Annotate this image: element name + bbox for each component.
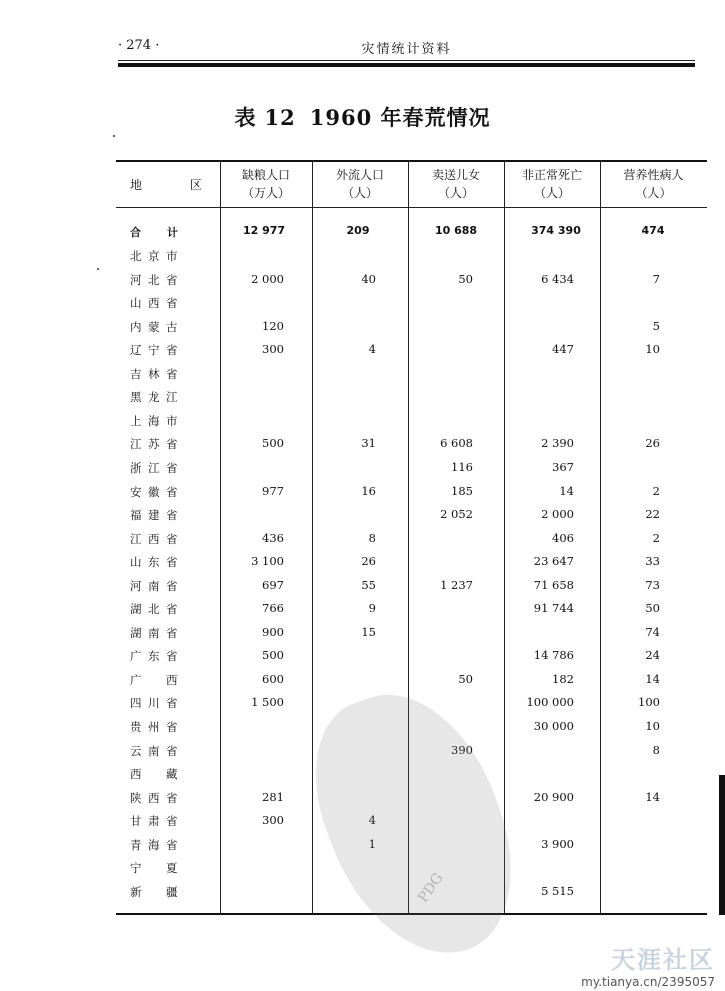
region-char: 藏 <box>166 767 178 782</box>
cell-malnutrition: 474 <box>641 224 665 237</box>
region-cell <box>130 790 178 806</box>
region-cell <box>130 837 178 853</box>
region-char: 山 <box>130 555 142 570</box>
table-row-total <box>116 224 707 246</box>
header-line1: 营养性病人 <box>623 168 684 182</box>
region-char: 夏 <box>166 861 178 876</box>
region-char: 市 <box>166 413 178 428</box>
cell-abnormal-deaths: 14 786 <box>533 648 574 663</box>
region-cell <box>130 460 178 476</box>
region-cell <box>130 860 178 876</box>
region-cell <box>130 766 178 782</box>
table-row <box>116 484 707 506</box>
region-char: 省 <box>166 508 178 523</box>
cell-food-shortage: 2 000 <box>251 271 284 286</box>
cell-malnutrition: 5 <box>652 318 660 333</box>
region-char: 陕 <box>130 790 142 805</box>
region-cell <box>130 672 178 688</box>
region-char <box>148 672 160 688</box>
cell-food-shortage: 500 <box>262 648 284 663</box>
region-cell <box>130 507 178 523</box>
region-char: 西 <box>166 672 178 687</box>
header-rule-thick <box>118 63 695 67</box>
region-char: 湖 <box>130 602 142 617</box>
cell-outflow: 15 <box>361 624 376 639</box>
region-char: 省 <box>166 555 178 570</box>
header-line1: 非正常死亡 <box>521 168 582 182</box>
table-row <box>116 648 707 670</box>
table-number: 12 <box>264 105 296 130</box>
cell-abnormal-deaths: 30 000 <box>533 719 574 733</box>
header-rule-thin <box>118 60 695 61</box>
watermark-text: PDG <box>415 870 447 906</box>
cell-children-sold: 185 <box>451 483 473 498</box>
region-char: 省 <box>166 296 178 311</box>
region-char: 京 <box>148 249 160 263</box>
table-caption: 1960 年春荒情况 <box>309 105 491 130</box>
region-char <box>148 884 160 900</box>
region-char: 西 <box>130 767 142 782</box>
header-food-shortage <box>220 166 312 206</box>
table-row <box>116 366 707 388</box>
region-char: 省 <box>166 814 178 829</box>
region-char: 州 <box>148 720 160 734</box>
table-row <box>116 272 707 294</box>
cell-malnutrition: 74 <box>645 624 660 639</box>
region-cell <box>130 389 178 405</box>
cell-children-sold: 10 688 <box>434 224 478 237</box>
region-char: 江 <box>166 390 178 405</box>
site-url: my.tianya.cn/2395057 <box>581 975 715 989</box>
scan-speck <box>97 268 99 270</box>
cell-abnormal-deaths: 2 390 <box>541 436 574 451</box>
cell-malnutrition: 33 <box>645 554 660 569</box>
cell-food-shortage: 281 <box>262 789 284 804</box>
table-row <box>116 578 707 600</box>
cell-malnutrition: 2 <box>652 530 660 545</box>
header-unit: （万人） <box>241 186 290 200</box>
region-char: 青 <box>130 837 142 852</box>
region-cell <box>130 578 178 594</box>
region-char: 福 <box>130 508 142 523</box>
region-char: 省 <box>166 602 178 617</box>
region-char: 黑 <box>130 390 142 405</box>
region-char: 湖 <box>130 625 142 640</box>
header-children-sold <box>408 166 504 206</box>
region-cell <box>130 695 178 711</box>
region-char: 吉 <box>130 366 142 381</box>
region-char: 山 <box>130 296 142 311</box>
region-char: 安 <box>130 484 142 499</box>
table-title <box>0 102 725 132</box>
region-char: 省 <box>166 578 178 593</box>
cell-abnormal-deaths: 3 900 <box>541 836 574 851</box>
region-cell <box>130 272 178 288</box>
region-char: 西 <box>148 790 160 805</box>
region-char: 北 <box>148 602 160 617</box>
table-top-rule <box>116 160 707 162</box>
table-row <box>116 460 707 482</box>
region-cell <box>130 295 178 311</box>
cell-children-sold: 6 608 <box>440 436 473 451</box>
region-char: 江 <box>130 437 142 452</box>
header-malnutrition <box>600 166 707 206</box>
cell-abnormal-deaths: 182 <box>552 671 574 686</box>
region-char: 省 <box>166 625 178 640</box>
region-cell <box>130 484 178 500</box>
region-cell <box>130 366 178 382</box>
table-row <box>116 389 707 411</box>
header-line1: 外流人口 <box>335 168 384 182</box>
region-char: 甘 <box>130 814 142 829</box>
header-abnormal-deaths <box>504 166 600 206</box>
cell-children-sold: 390 <box>451 742 473 757</box>
region-char: 省 <box>166 460 178 475</box>
cell-outflow: 16 <box>361 483 376 498</box>
cell-outflow: 4 <box>368 813 376 828</box>
cell-food-shortage: 120 <box>262 318 284 333</box>
region-char: 河 <box>130 272 142 287</box>
table-row <box>116 507 707 529</box>
region-cell <box>130 436 178 452</box>
cell-abnormal-deaths: 367 <box>552 459 574 474</box>
header-line1: 缺粮人口 <box>241 168 290 182</box>
cell-outflow: 4 <box>368 342 376 357</box>
scan-speck <box>113 135 115 137</box>
cell-abnormal-deaths: 71 658 <box>533 577 574 592</box>
cell-food-shortage: 900 <box>262 624 284 639</box>
table-row <box>116 625 707 647</box>
region-char <box>148 766 160 782</box>
cell-abnormal-deaths: 5 515 <box>541 883 574 898</box>
cell-malnutrition: 24 <box>645 648 660 663</box>
table-row <box>116 531 707 553</box>
header-unit: （人） <box>437 186 474 200</box>
page-number: · 274 · <box>118 38 160 53</box>
cell-food-shortage: 977 <box>262 483 284 498</box>
region-char: 南 <box>148 578 160 593</box>
region-char: 四 <box>130 696 142 711</box>
cell-children-sold: 2 052 <box>440 507 473 522</box>
region-char: 龙 <box>148 390 160 405</box>
cell-food-shortage: 600 <box>262 671 284 686</box>
table-row <box>116 319 707 341</box>
cell-food-shortage: 3 100 <box>251 554 284 569</box>
cell-malnutrition: 10 <box>645 719 660 733</box>
region-char: 北 <box>130 249 142 263</box>
table-row <box>116 436 707 458</box>
table-row <box>116 601 707 623</box>
cell-malnutrition: 2 <box>652 483 660 498</box>
header-unit: （人） <box>341 186 378 200</box>
cell-malnutrition: 7 <box>652 271 660 286</box>
region-cell <box>130 743 178 759</box>
region-char: 肃 <box>148 814 160 829</box>
cell-outflow: 9 <box>368 601 376 616</box>
table-label: 表 <box>234 105 257 130</box>
region-char: 川 <box>148 696 160 711</box>
region-char: 苏 <box>148 437 160 452</box>
cell-abnormal-deaths: 374 390 <box>531 224 581 237</box>
region-char: 宁 <box>130 861 142 876</box>
region-char: 建 <box>148 508 160 523</box>
cell-abnormal-deaths: 2 000 <box>541 507 574 522</box>
region-char: 贵 <box>130 720 142 734</box>
region-cell <box>130 248 178 264</box>
cell-malnutrition: 73 <box>645 577 660 592</box>
region-cell <box>130 224 178 240</box>
region-char: 海 <box>148 413 160 428</box>
region-char: 计 <box>167 226 178 239</box>
region-char: 江 <box>130 531 142 546</box>
cell-malnutrition: 100 <box>638 695 660 710</box>
region-char: 省 <box>166 272 178 287</box>
cell-abnormal-deaths: 447 <box>552 342 574 357</box>
region-char: 省 <box>166 837 178 852</box>
region-char: 省 <box>166 531 178 546</box>
region-char: 内 <box>130 319 142 334</box>
cell-food-shortage: 1 500 <box>251 695 284 710</box>
cell-food-shortage: 500 <box>262 436 284 451</box>
header-unit: （人） <box>635 186 672 200</box>
region-char: 林 <box>148 366 160 381</box>
cell-malnutrition: 22 <box>645 507 660 522</box>
region-cell <box>130 813 178 829</box>
region-char: 南 <box>148 625 160 640</box>
header-line1: 卖送儿女 <box>431 168 480 182</box>
region-char: 省 <box>166 743 178 758</box>
cell-food-shortage: 300 <box>262 813 284 828</box>
region-char: 疆 <box>166 884 178 899</box>
cell-outflow: 40 <box>361 271 376 286</box>
cell-children-sold: 116 <box>451 459 473 474</box>
cell-food-shortage: 766 <box>262 601 284 616</box>
cell-outflow: 31 <box>361 436 376 451</box>
region-cell <box>130 719 178 735</box>
region-char: 省 <box>166 790 178 805</box>
header-unit: （人） <box>533 186 570 200</box>
region-cell <box>130 648 178 664</box>
region-char: 西 <box>148 531 160 546</box>
cell-malnutrition: 50 <box>645 601 660 616</box>
header-region: 地 区 <box>130 178 224 192</box>
region-cell <box>130 531 178 547</box>
region-cell <box>130 342 178 358</box>
region-char: 浙 <box>130 460 142 475</box>
cell-children-sold: 50 <box>458 271 473 286</box>
cell-outflow: 8 <box>368 530 376 545</box>
table-row <box>116 672 707 694</box>
site-name: 天涯社区 <box>611 946 715 974</box>
table-header-rule <box>116 207 707 208</box>
table-row <box>116 295 707 317</box>
cell-malnutrition: 8 <box>652 742 660 757</box>
table-row <box>116 342 707 364</box>
region-char: 蒙 <box>148 319 160 334</box>
table-row <box>116 248 707 270</box>
region-cell <box>130 319 178 335</box>
region-char: 江 <box>148 460 160 475</box>
cell-food-shortage: 436 <box>262 530 284 545</box>
region-cell <box>130 554 178 570</box>
cell-food-shortage: 300 <box>262 342 284 357</box>
cell-children-sold: 50 <box>458 671 473 686</box>
cell-abnormal-deaths: 6 434 <box>541 271 574 286</box>
region-cell <box>130 625 178 641</box>
region-char: 省 <box>166 343 178 358</box>
cell-abnormal-deaths: 406 <box>552 530 574 545</box>
region-char: 省 <box>166 720 178 734</box>
region-char: 省 <box>166 484 178 499</box>
cell-outflow: 1 <box>368 836 376 851</box>
cell-malnutrition: 14 <box>645 789 660 804</box>
region-cell <box>130 413 178 429</box>
region-char: 徽 <box>148 484 160 499</box>
cell-malnutrition: 26 <box>645 436 660 451</box>
region-char: 省 <box>166 696 178 711</box>
region-char: 省 <box>166 649 178 664</box>
region-char: 市 <box>166 249 178 263</box>
region-char: 省 <box>166 366 178 381</box>
cell-outflow: 55 <box>361 577 376 592</box>
region-char: 合 <box>130 226 141 239</box>
cell-abnormal-deaths: 91 744 <box>533 601 574 616</box>
table-row <box>116 554 707 576</box>
cell-outflow: 209 <box>346 224 370 237</box>
region-char: 宁 <box>148 343 160 358</box>
region-char: 海 <box>148 837 160 852</box>
region-cell <box>130 601 178 617</box>
cell-children-sold: 1 237 <box>440 577 473 592</box>
cell-abnormal-deaths: 20 900 <box>533 789 574 804</box>
region-char: 北 <box>148 272 160 287</box>
region-char: 广 <box>130 649 142 664</box>
scan-edge <box>719 775 725 915</box>
region-cell <box>130 884 178 900</box>
region-char: 古 <box>166 319 178 334</box>
region-char: 云 <box>130 743 142 758</box>
region-char: 省 <box>166 437 178 452</box>
region-char: 上 <box>130 413 142 428</box>
region-char: 新 <box>130 884 142 899</box>
cell-malnutrition: 14 <box>645 671 660 686</box>
region-char: 河 <box>130 578 142 593</box>
header-outflow <box>312 166 408 206</box>
table-row <box>116 413 707 435</box>
cell-abnormal-deaths: 23 647 <box>533 554 574 569</box>
site-watermark <box>581 940 715 989</box>
cell-abnormal-deaths: 100 000 <box>526 695 574 710</box>
region-char: 东 <box>148 649 160 664</box>
region-char: 辽 <box>130 343 142 358</box>
cell-food-shortage: 697 <box>262 577 284 592</box>
book-title: 灾情统计资料 <box>361 42 452 57</box>
region-char: 南 <box>148 743 160 758</box>
region-char: 东 <box>148 555 160 570</box>
cell-malnutrition: 10 <box>645 342 660 357</box>
region-char: 广 <box>130 672 142 687</box>
running-head <box>118 38 695 58</box>
cell-food-shortage: 12 977 <box>242 224 286 237</box>
region-char <box>148 860 160 876</box>
cell-abnormal-deaths: 14 <box>559 483 574 498</box>
region-char: 西 <box>148 296 160 311</box>
cell-outflow: 26 <box>361 554 376 569</box>
